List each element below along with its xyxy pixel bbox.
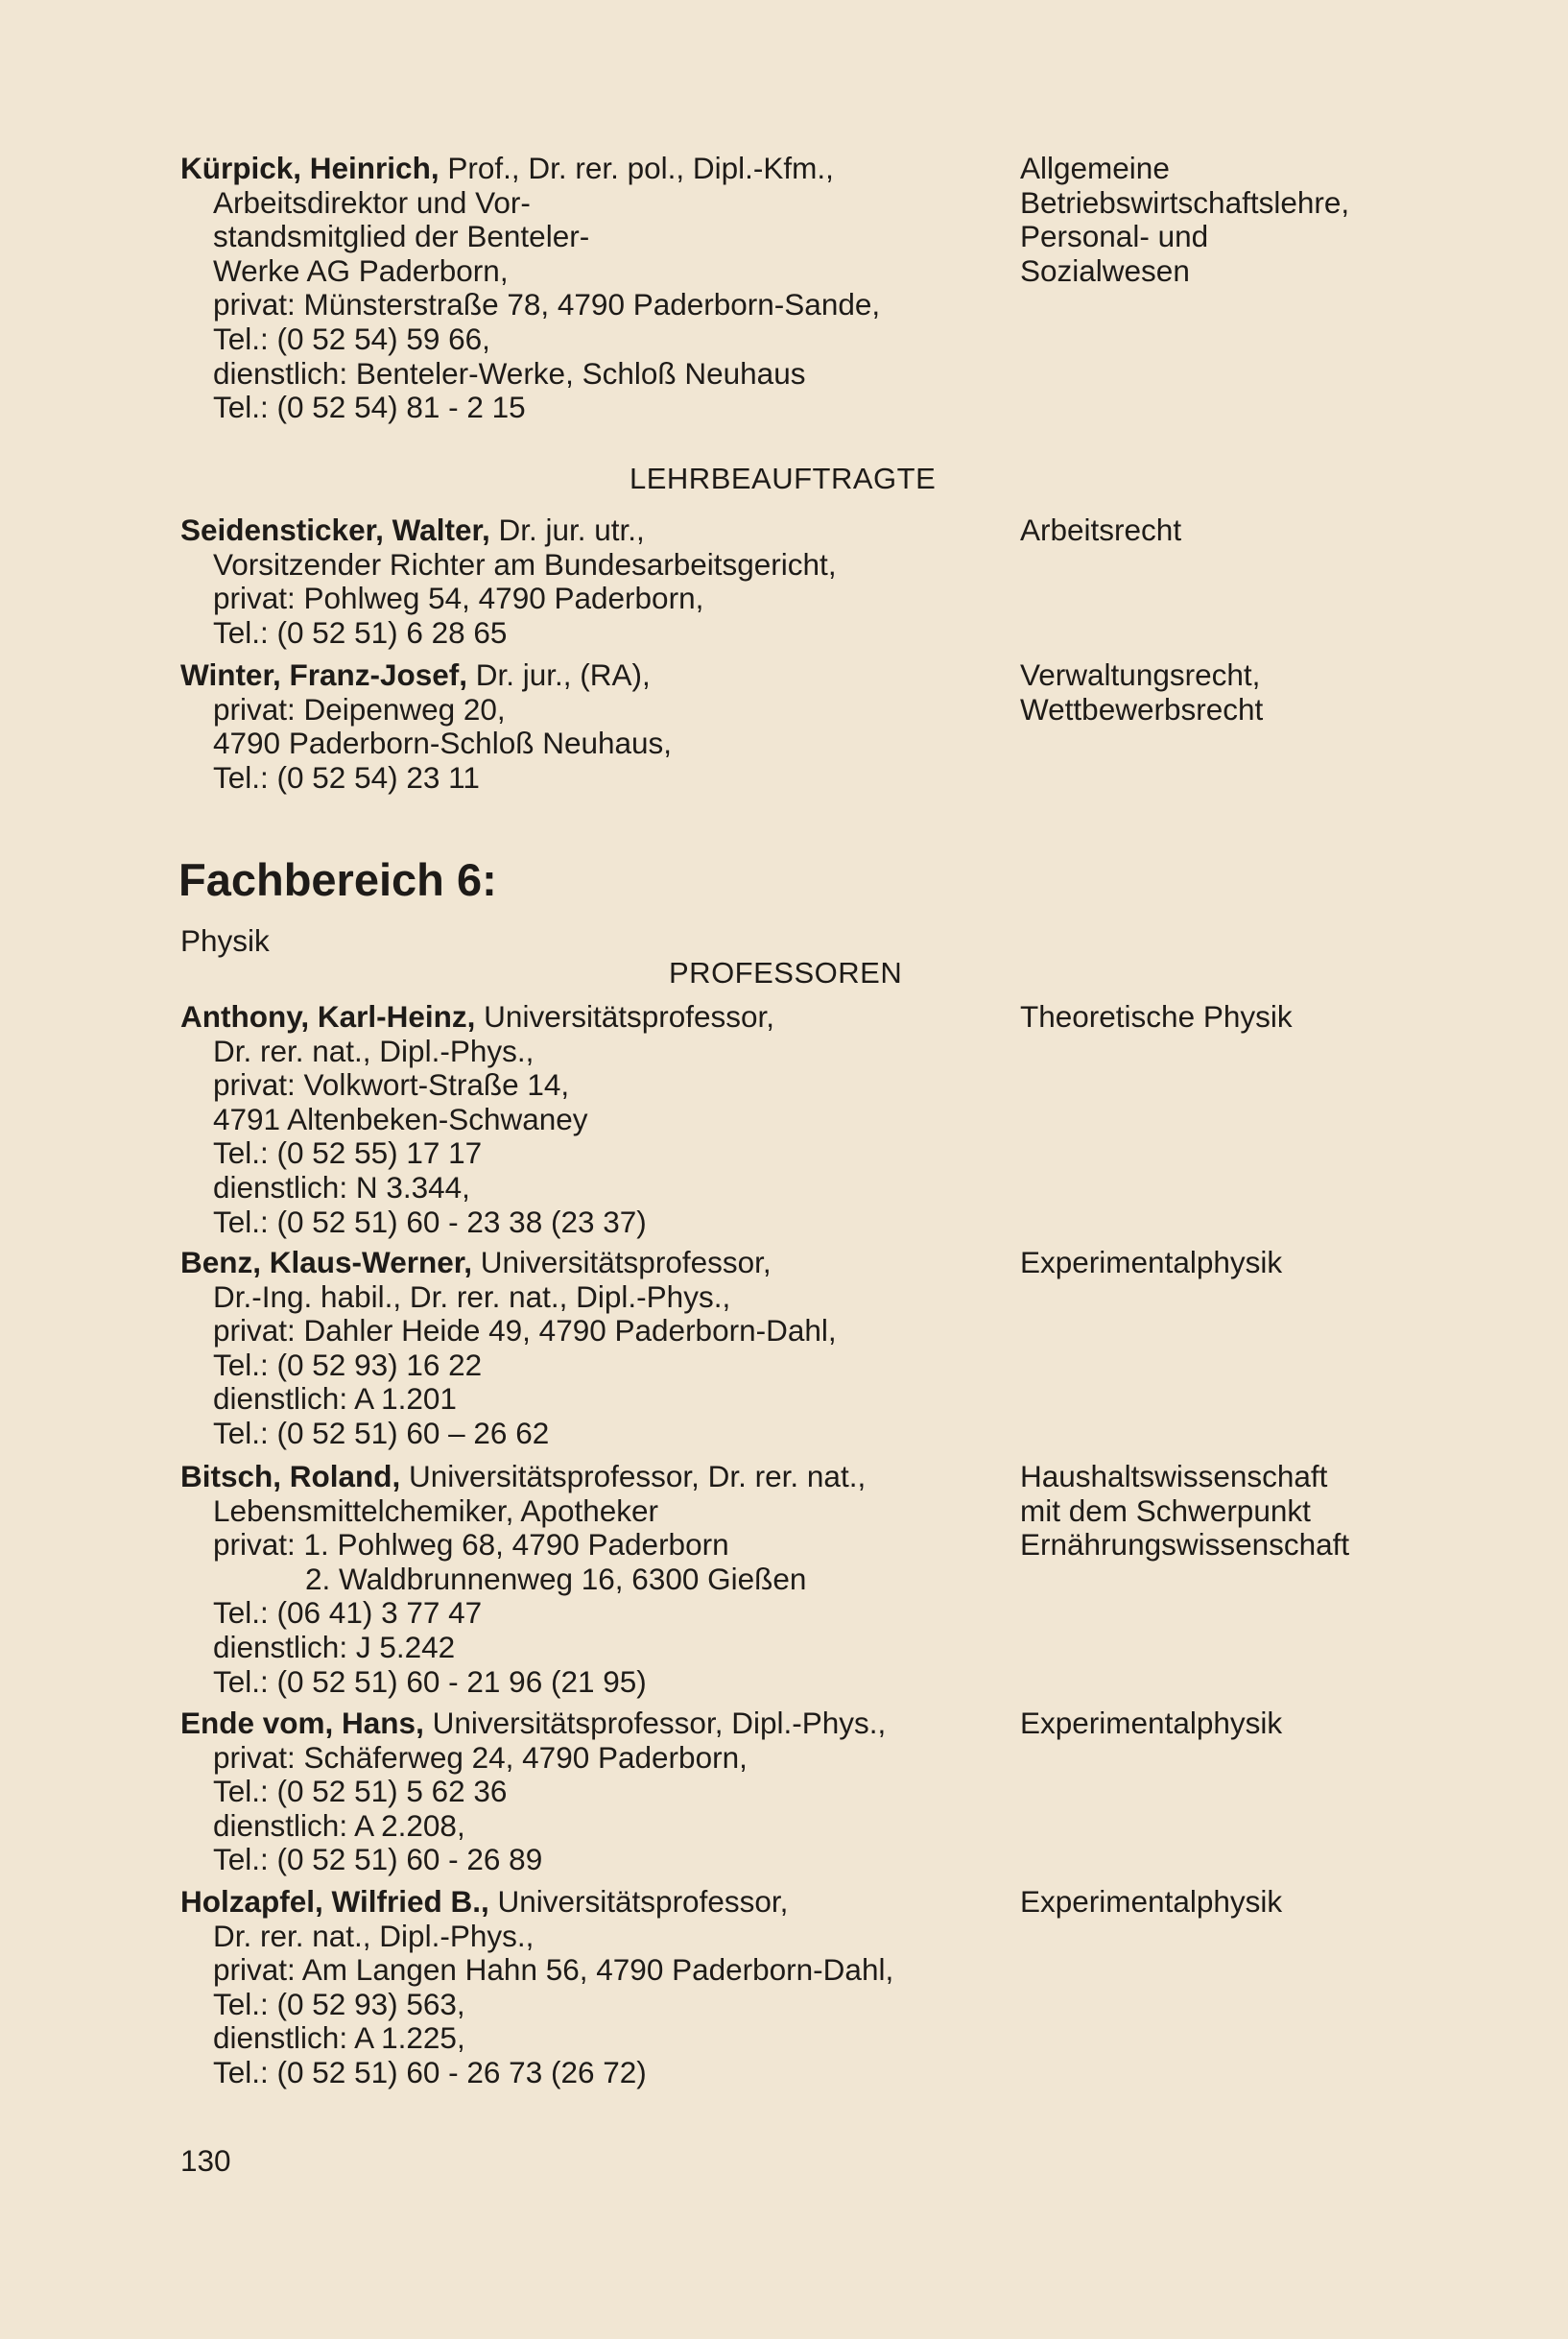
- entry-line: Arbeitsdirektor und Vor-: [213, 184, 531, 220]
- department-title: Fachbereich 6:: [178, 854, 497, 905]
- entry-line: Tel.: (0 52 51) 60 - 26 89: [213, 1842, 543, 1877]
- entry-bitsch: [180, 1460, 1025, 1699]
- field-seidensticker: [1020, 513, 1519, 548]
- field-line: Wettbewerbsrecht: [1020, 691, 1264, 727]
- entry-benz: [180, 1246, 1025, 1451]
- entry-seidensticker: [180, 513, 1025, 650]
- field-bitsch: [1020, 1460, 1519, 1563]
- entry-holzapfel: [180, 1885, 1025, 2090]
- field-line: Experimentalphysik: [1020, 1706, 1283, 1740]
- entry-name: Holzapfel, Wilfried B.,: [180, 1884, 489, 1919]
- entry-name: Benz, Klaus-Werner,: [180, 1245, 473, 1279]
- entry-line: Tel.: (0 52 51) 60 - 21 96 (21 95): [213, 1663, 647, 1699]
- entry-line: privat: 1. Pohlweg 68, 4790 Paderborn: [213, 1527, 729, 1563]
- entry-titles: Prof., Dr. rer. pol., Dipl.-Kfm.,: [439, 151, 834, 185]
- field-line: mit dem Schwerpunkt: [1020, 1492, 1311, 1528]
- page-number: 130: [180, 2143, 231, 2178]
- entry-name: Kürpick, Heinrich,: [180, 151, 440, 185]
- entry-line: Tel.: (06 41) 3 77 47: [213, 1595, 483, 1631]
- entry-line: Werke AG Paderborn,: [213, 252, 509, 288]
- field-endevom: [1020, 1707, 1519, 1741]
- entry-name: Seidensticker, Walter,: [180, 513, 490, 547]
- entry-header: [180, 1000, 1025, 1035]
- field-winter: [1020, 658, 1519, 727]
- entry-header: [180, 152, 1025, 186]
- field-line: Verwaltungsrecht,: [1020, 657, 1261, 692]
- entry-line: Tel.: (0 52 93) 563,: [213, 1986, 465, 2021]
- field-line: Haushaltswissenschaft: [1020, 1459, 1328, 1493]
- entry-anthony: [180, 1000, 1025, 1239]
- entry-line: Tel.: (0 52 51) 6 28 65: [213, 614, 508, 650]
- entry-name: Anthony, Karl-Heinz,: [180, 999, 476, 1034]
- entry-line: 4791 Altenbeken-Schwaney: [213, 1101, 588, 1136]
- field-line: Theoretische Physik: [1020, 999, 1293, 1034]
- field-line: Allgemeine: [1020, 151, 1170, 185]
- field-line: Betriebswirtschaftslehre,: [1020, 184, 1350, 220]
- entry-name: Winter, Franz-Josef,: [180, 657, 468, 692]
- entry-line: dienstlich: A 2.208,: [213, 1807, 465, 1843]
- entry-line: Tel.: (0 52 51) 60 - 23 38 (23 37): [213, 1204, 647, 1239]
- entry-titles: Universitätsprofessor, Dipl.-Phys.,: [423, 1706, 887, 1740]
- field-line: Ernährungswissenschaft: [1020, 1527, 1350, 1563]
- entry-line: privat: Münsterstraße 78, 4790 Paderborn-Sande,: [213, 287, 881, 322]
- entry-line: Dr.-Ing. habil., Dr. rer. nat., Dipl.-Phys.,: [213, 1278, 731, 1314]
- entry-line: Tel.: (0 52 54) 23 11: [213, 759, 480, 795]
- field-line: Sozialwesen: [1020, 252, 1190, 288]
- entry-kuerpick: [180, 152, 1025, 425]
- entry-titles: Dr. jur., (RA),: [467, 657, 651, 692]
- field-anthony: [1020, 1000, 1519, 1035]
- section-heading-professoren: PROFESSOREN: [669, 956, 903, 990]
- field-benz: [1020, 1246, 1519, 1280]
- department-subtitle: Physik: [180, 923, 270, 958]
- entry-line: Tel.: (0 52 55) 17 17: [213, 1135, 483, 1171]
- entry-line: dienstlich: A 1.201: [213, 1381, 457, 1417]
- entry-line: Vorsitzender Richter am Bundesarbeitsgericht,: [213, 546, 837, 582]
- entry-titles: Dr. jur. utr.,: [489, 513, 645, 547]
- field-line: Arbeitsrecht: [1020, 513, 1182, 547]
- entry-line: Tel.: (0 52 54) 59 66,: [213, 321, 490, 356]
- entry-header: [180, 1885, 1025, 1920]
- entry-header: [180, 513, 1025, 548]
- entry-line: dienstlich: Benteler-Werke, Schloß Neuhaus: [213, 355, 806, 391]
- entry-line: privat: Volkwort-Straße 14,: [213, 1067, 570, 1103]
- entry-line: Dr. rer. nat., Dipl.-Phys.,: [213, 1918, 535, 1953]
- entry-titles: Universitätsprofessor,: [475, 999, 775, 1034]
- entry-line: Dr. rer. nat., Dipl.-Phys.,: [213, 1033, 535, 1068]
- entry-line: dienstlich: J 5.242: [213, 1629, 456, 1664]
- entry-line: 4790 Paderborn-Schloß Neuhaus,: [213, 726, 673, 761]
- entry-name: Ende vom, Hans,: [180, 1706, 424, 1740]
- entry-line: privat: Dahler Heide 49, 4790 Paderborn-Dahl,: [213, 1313, 837, 1349]
- entry-winter: [180, 658, 1025, 795]
- entry-header: [180, 1460, 1025, 1494]
- entry-line: Lebensmittelchemiker, Apotheker: [213, 1492, 659, 1528]
- entry-line: Tel.: (0 52 51) 5 62 36: [213, 1774, 508, 1809]
- field-line: Experimentalphysik: [1020, 1245, 1283, 1279]
- field-kuerpick: [1020, 152, 1519, 288]
- entry-line: privat: Am Langen Hahn 56, 4790 Paderborn-Dahl,: [213, 1952, 894, 1988]
- field-holzapfel: [1020, 1885, 1519, 1920]
- entry-line: dienstlich: N 3.344,: [213, 1169, 470, 1205]
- entry-name: Bitsch, Roland,: [180, 1459, 401, 1493]
- entry-line: Tel.: (0 52 51) 60 – 26 62: [213, 1415, 550, 1450]
- entry-line: standsmitglied der Benteler-: [213, 219, 590, 254]
- field-line: Experimentalphysik: [1020, 1884, 1283, 1919]
- entry-line: privat: Deipenweg 20,: [213, 691, 506, 727]
- entry-titles: Universitätsprofessor, Dr. rer. nat.,: [400, 1459, 867, 1493]
- entry-header: [180, 658, 1025, 693]
- entry-line: dienstlich: A 1.225,: [213, 2020, 465, 2056]
- field-line: Personal- und: [1020, 219, 1209, 254]
- entry-header: [180, 1707, 1025, 1741]
- entry-line: Tel.: (0 52 93) 16 22: [213, 1347, 483, 1382]
- entry-endevom: [180, 1707, 1025, 1877]
- entry-line: privat: Pohlweg 54, 4790 Paderborn,: [213, 581, 704, 616]
- entry-titles: Universitätsprofessor,: [472, 1245, 772, 1279]
- entry-titles: Universitätsprofessor,: [488, 1884, 789, 1919]
- entry-header: [180, 1246, 1025, 1280]
- entry-line: 2. Waldbrunnenweg 16, 6300 Gießen: [305, 1561, 807, 1596]
- entry-line: Tel.: (0 52 51) 60 - 26 73 (26 72): [213, 2054, 647, 2089]
- entry-line: Tel.: (0 52 54) 81 - 2 15: [213, 390, 526, 425]
- entry-line: privat: Schäferweg 24, 4790 Paderborn,: [213, 1739, 748, 1775]
- section-heading-lehrbeauftragte: LEHRBEAUFTRAGTE: [630, 462, 937, 495]
